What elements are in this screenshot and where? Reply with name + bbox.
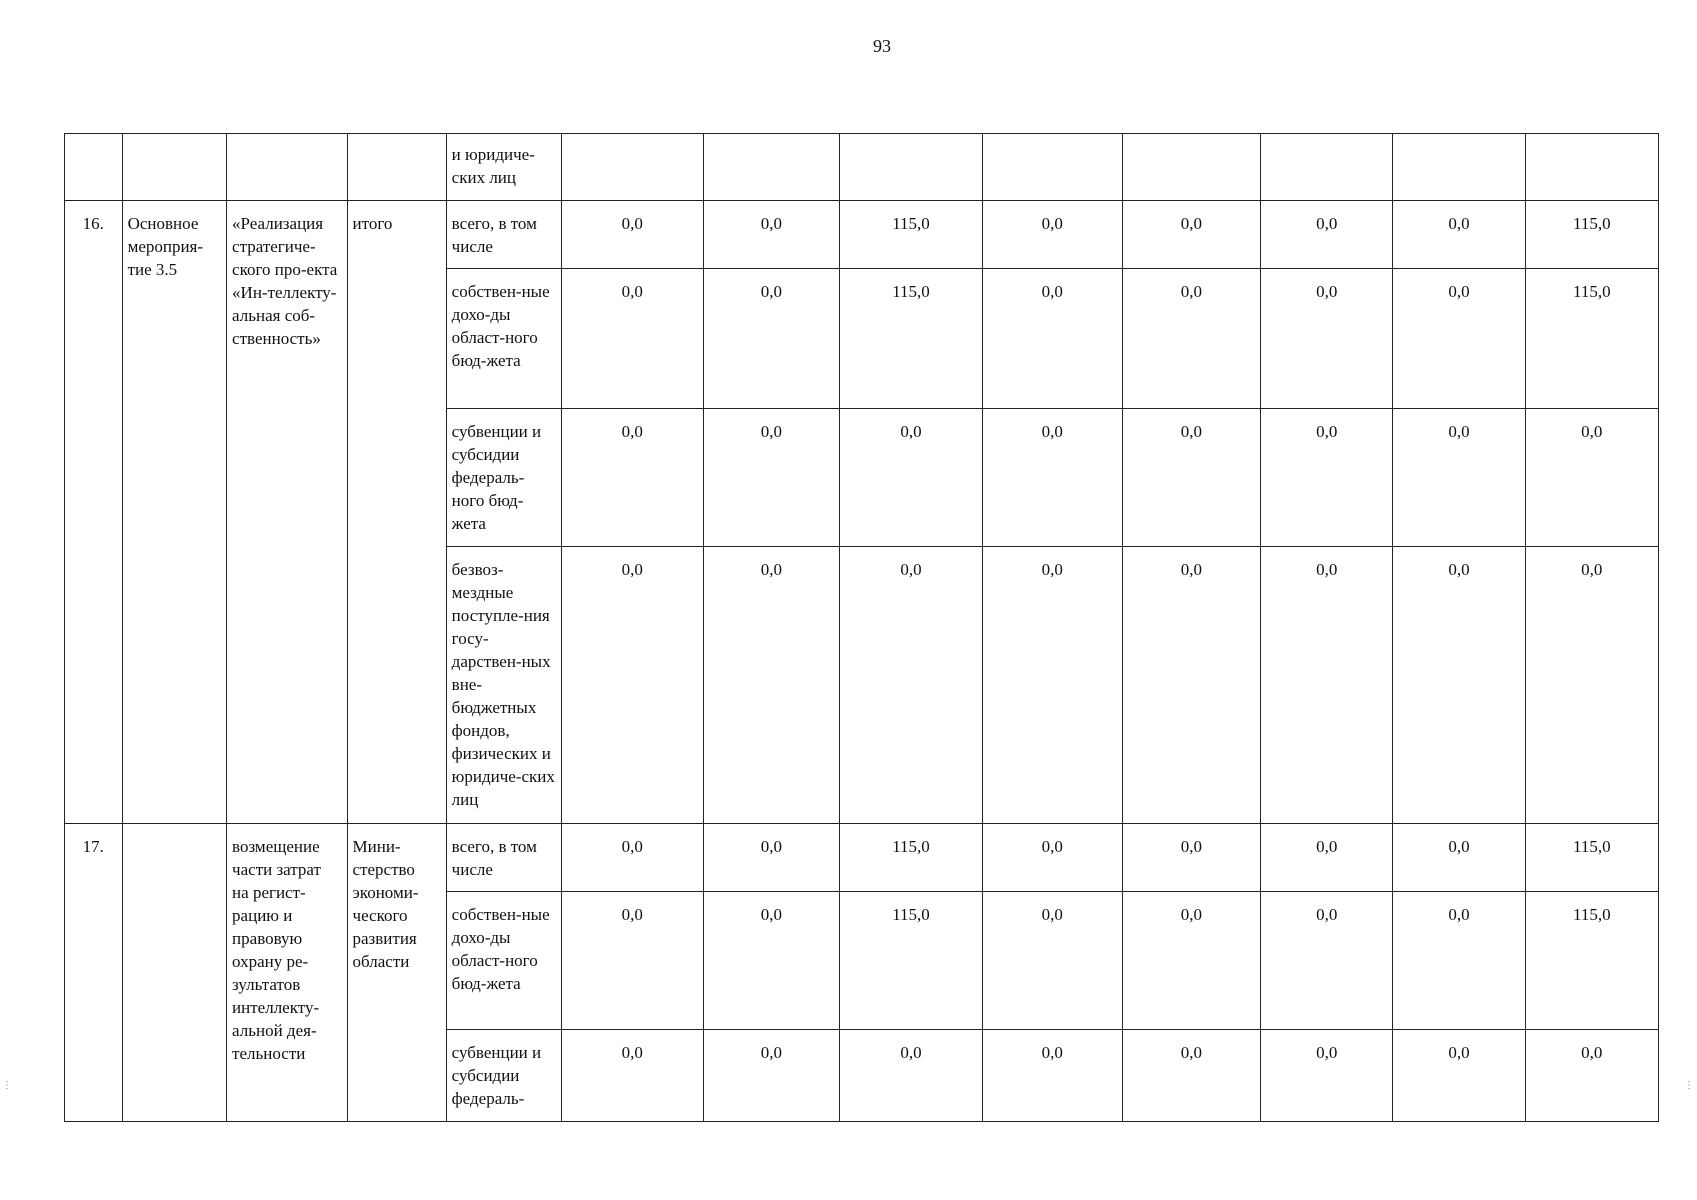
source-label: безвоз-мездные поступле-ния госу-дарствен-ных вне-бюджетных фондов, физических и юридиче-ских лиц bbox=[446, 547, 561, 824]
source-label: собствен-ные дохо-ды област-ного бюд-жета bbox=[446, 269, 561, 409]
value-cell: 0,0 bbox=[1261, 547, 1393, 824]
value-cell bbox=[1261, 134, 1393, 201]
value-cell: 0,0 bbox=[1261, 201, 1393, 269]
scan-mark: ⋮ bbox=[2, 1080, 12, 1091]
row-index: 16. bbox=[65, 201, 123, 824]
value-cell: 0,0 bbox=[1122, 201, 1261, 269]
value-cell: 0,0 bbox=[982, 824, 1122, 892]
value-cell: 0,0 bbox=[561, 201, 703, 269]
value-cell: 0,0 bbox=[1393, 269, 1525, 409]
value-cell bbox=[840, 134, 983, 201]
value-cell: 0,0 bbox=[1393, 824, 1525, 892]
source-label: всего, в том числе bbox=[446, 824, 561, 892]
continuation-row bbox=[65, 134, 1659, 201]
scan-mark: ⋮ bbox=[1684, 1080, 1694, 1091]
value-cell: 0,0 bbox=[982, 409, 1122, 547]
page-number: 93 bbox=[873, 36, 891, 56]
value-cell: 0,0 bbox=[703, 409, 839, 547]
value-cell: 115,0 bbox=[840, 269, 983, 409]
value-cell bbox=[561, 134, 703, 201]
value-cell: 0,0 bbox=[982, 547, 1122, 824]
value-cell: 0,0 bbox=[1122, 824, 1261, 892]
value-cell: 0,0 bbox=[1122, 1030, 1261, 1122]
value-cell: 0,0 bbox=[982, 269, 1122, 409]
value-cell: 115,0 bbox=[840, 824, 983, 892]
name-cell bbox=[227, 134, 347, 201]
row-executor: итого bbox=[347, 201, 446, 824]
index-cell bbox=[65, 134, 123, 201]
value-cell: 0,0 bbox=[561, 409, 703, 547]
value-cell: 0,0 bbox=[982, 892, 1122, 1030]
value-cell: 0,0 bbox=[561, 824, 703, 892]
value-cell: 115,0 bbox=[1525, 892, 1658, 1030]
status-cell bbox=[122, 134, 226, 201]
value-cell: 0,0 bbox=[561, 269, 703, 409]
budget-table bbox=[64, 133, 1659, 1122]
value-cell: 0,0 bbox=[561, 547, 703, 824]
row-status bbox=[122, 824, 226, 1122]
value-cell bbox=[1393, 134, 1525, 201]
value-cell bbox=[703, 134, 839, 201]
source-label: собствен-ные дохо-ды област-ного бюд-жета bbox=[446, 892, 561, 1030]
value-cell: 115,0 bbox=[840, 892, 983, 1030]
value-cell: 0,0 bbox=[1525, 409, 1658, 547]
value-cell: 115,0 bbox=[1525, 824, 1658, 892]
value-cell: 0,0 bbox=[561, 1030, 703, 1122]
value-cell: 0,0 bbox=[1525, 1030, 1658, 1122]
value-cell: 0,0 bbox=[703, 1030, 839, 1122]
value-cell: 0,0 bbox=[1261, 1030, 1393, 1122]
value-cell: 0,0 bbox=[1122, 892, 1261, 1030]
table-row bbox=[65, 824, 1659, 892]
value-cell: 0,0 bbox=[840, 1030, 983, 1122]
row-name: возмещение части затрат на регист-рацию и правовую охрану ре-зультатов интеллекту-альной дея-тельности bbox=[227, 824, 347, 1122]
source-label: субвенции и субсидии федераль- bbox=[446, 1030, 561, 1122]
value-cell: 0,0 bbox=[982, 201, 1122, 269]
value-cell bbox=[1525, 134, 1658, 201]
value-cell: 0,0 bbox=[703, 824, 839, 892]
value-cell: 115,0 bbox=[840, 201, 983, 269]
value-cell: 115,0 bbox=[1525, 269, 1658, 409]
row-index: 17. bbox=[65, 824, 123, 1122]
value-cell bbox=[1122, 134, 1261, 201]
value-cell: 0,0 bbox=[982, 1030, 1122, 1122]
value-cell: 0,0 bbox=[1122, 547, 1261, 824]
row-name: «Реализация стратегиче-ского про-екта «Ин-теллекту-альная соб-ственность» bbox=[227, 201, 347, 824]
value-cell: 0,0 bbox=[703, 892, 839, 1030]
table-row bbox=[65, 201, 1659, 269]
value-cell: 0,0 bbox=[1393, 892, 1525, 1030]
value-cell: 0,0 bbox=[1261, 892, 1393, 1030]
value-cell: 0,0 bbox=[561, 892, 703, 1030]
source-label: субвенции и субсидии федераль-ного бюд-жета bbox=[446, 409, 561, 547]
value-cell: 0,0 bbox=[1393, 201, 1525, 269]
value-cell: 0,0 bbox=[840, 409, 983, 547]
source-cell: и юридиче-ских лиц bbox=[446, 134, 561, 201]
value-cell: 0,0 bbox=[1122, 409, 1261, 547]
value-cell: 0,0 bbox=[1261, 824, 1393, 892]
value-cell: 115,0 bbox=[1525, 201, 1658, 269]
value-cell: 0,0 bbox=[703, 201, 839, 269]
executor-cell bbox=[347, 134, 446, 201]
value-cell: 0,0 bbox=[1393, 547, 1525, 824]
value-cell: 0,0 bbox=[703, 269, 839, 409]
value-cell bbox=[982, 134, 1122, 201]
row-status: Основное мероприя-тие 3.5 bbox=[122, 201, 226, 824]
value-cell: 0,0 bbox=[1261, 409, 1393, 547]
source-label: всего, в том числе bbox=[446, 201, 561, 269]
value-cell: 0,0 bbox=[1525, 547, 1658, 824]
value-cell: 0,0 bbox=[1122, 269, 1261, 409]
value-cell: 0,0 bbox=[703, 547, 839, 824]
row-executor: Мини-стерство экономи-ческого развития области bbox=[347, 824, 446, 1122]
value-cell: 0,0 bbox=[1393, 409, 1525, 547]
value-cell: 0,0 bbox=[840, 547, 983, 824]
value-cell: 0,0 bbox=[1261, 269, 1393, 409]
value-cell: 0,0 bbox=[1393, 1030, 1525, 1122]
